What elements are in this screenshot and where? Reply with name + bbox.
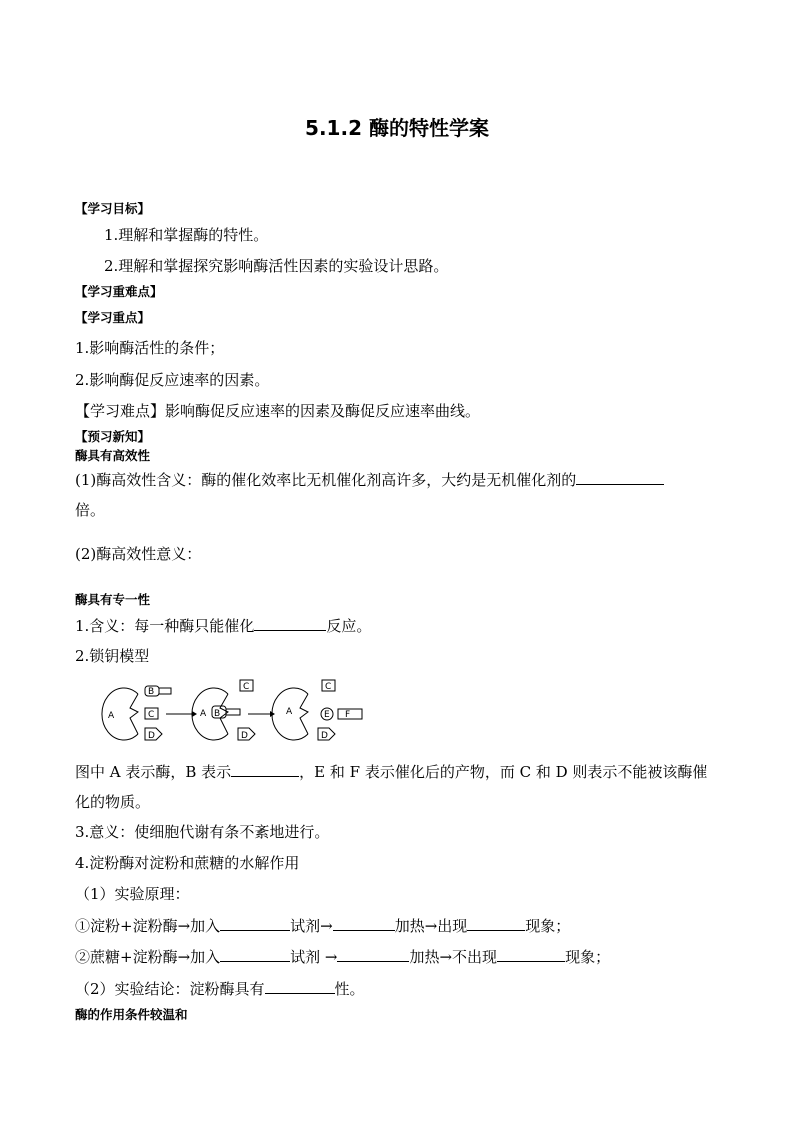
high-efficiency-heading: 酶具有高效性	[75, 448, 151, 463]
arrow-head-icon	[192, 711, 197, 717]
focus-item-2: 2.影响酶促反应速率的因素。	[75, 371, 270, 389]
mild-conditions-heading: 酶的作用条件较温和	[75, 1007, 188, 1022]
answer-blank[interactable]	[576, 469, 664, 485]
page-title: 5.1.2 酶的特性学案	[305, 116, 489, 140]
preview-heading: 【预习新知】	[75, 429, 151, 444]
label-c: C	[243, 682, 250, 692]
q1-text: (1)酶高效性含义：酶的催化效率比无机催化剂高许多，大约是无机催化剂的	[75, 471, 577, 489]
lock-and-key-diagram	[100, 676, 370, 746]
objectives-heading: 【学习目标】	[75, 201, 151, 216]
focus-heading: 【学习重点】	[75, 310, 151, 325]
answer-blank[interactable]	[497, 946, 565, 962]
objective-item-2: 2.理解和掌握探究影响酶活性因素的实验设计思路。	[104, 257, 449, 275]
conclusion-pre: （2）实验结论：淀粉酶具有	[75, 980, 265, 998]
answer-blank[interactable]	[231, 761, 299, 777]
conclusion-post: 性。	[334, 980, 365, 998]
answer-blank[interactable]	[337, 946, 409, 962]
line-b-p2: 试剂 →	[290, 948, 338, 966]
focus-item-1: 1.影响酶活性的条件；	[75, 339, 225, 357]
high-efficiency-q1	[75, 469, 664, 490]
answer-blank[interactable]	[254, 615, 326, 631]
label-a: A	[108, 711, 115, 721]
specificity-heading: 酶具有专一性	[75, 592, 151, 607]
label-d: D	[241, 731, 248, 741]
specificity-item-4: 4.淀粉酶对淀粉和蔗糖的水解作用	[75, 854, 300, 872]
answer-blank[interactable]	[333, 915, 395, 931]
answer-blank[interactable]	[265, 978, 335, 994]
q1-tail: 倍。	[75, 501, 106, 519]
item1-post: 反应。	[326, 617, 372, 635]
label-a: A	[200, 709, 207, 719]
diagram-caption-line-1	[75, 761, 707, 782]
label-b: B	[148, 687, 155, 697]
label-c: C	[148, 710, 155, 720]
label-e: E	[324, 710, 330, 720]
high-efficiency-q2: (2)酶高效性意义：	[75, 545, 202, 563]
line-a-p3: 加热→出现	[394, 917, 468, 935]
line-a-p4: 现象；	[525, 917, 571, 935]
label-d: D	[321, 731, 328, 741]
specificity-item-1	[75, 615, 371, 636]
difficulty-text: 影响酶促反应速率的因素及酶促反应速率曲线。	[165, 402, 481, 420]
label-d: D	[148, 731, 155, 741]
answer-blank[interactable]	[220, 915, 290, 931]
objective-item-1: 1.理解和掌握酶的特性。	[104, 226, 269, 244]
line-b-p3: 加热→不出现	[409, 948, 498, 966]
item1-pre: 1.含义：每一种酶只能催化	[75, 617, 255, 635]
label-b: B	[214, 709, 221, 719]
caption-post: ，E 和 F 表示催化后的产物，而 C 和 D 则表示不能被该酶催	[299, 763, 708, 781]
label-f: F	[345, 710, 351, 720]
difficulty-line	[75, 401, 480, 421]
principle-line-a	[75, 915, 570, 936]
enzyme-a-stage2	[192, 688, 228, 740]
line-a-p1: ①淀粉+淀粉酶→加入	[75, 917, 221, 935]
label-c: C	[325, 682, 332, 692]
difficulty-label: 【学习难点】	[75, 402, 166, 420]
conclusion-line	[75, 978, 365, 999]
line-b-p4: 现象；	[565, 948, 611, 966]
specificity-item-3: 3.意义：使细胞代谢有条不紊地进行。	[75, 823, 330, 841]
caption-pre: 图中 A 表示酶，B 表示	[75, 763, 232, 781]
line-a-p2: 试剂→	[290, 917, 333, 935]
diagram-caption-line-2: 化的物质。	[75, 793, 151, 811]
line-b-p1: ②蔗糖+淀粉酶→加入	[75, 948, 221, 966]
label-a: A	[286, 707, 293, 717]
principle-heading: （1）实验原理：	[75, 885, 190, 903]
specificity-item-2: 2.锁钥模型	[75, 647, 150, 665]
key-points-heading: 【学习重难点】	[75, 284, 163, 299]
answer-blank[interactable]	[467, 915, 525, 931]
principle-line-b	[75, 946, 610, 967]
answer-blank[interactable]	[220, 946, 290, 962]
